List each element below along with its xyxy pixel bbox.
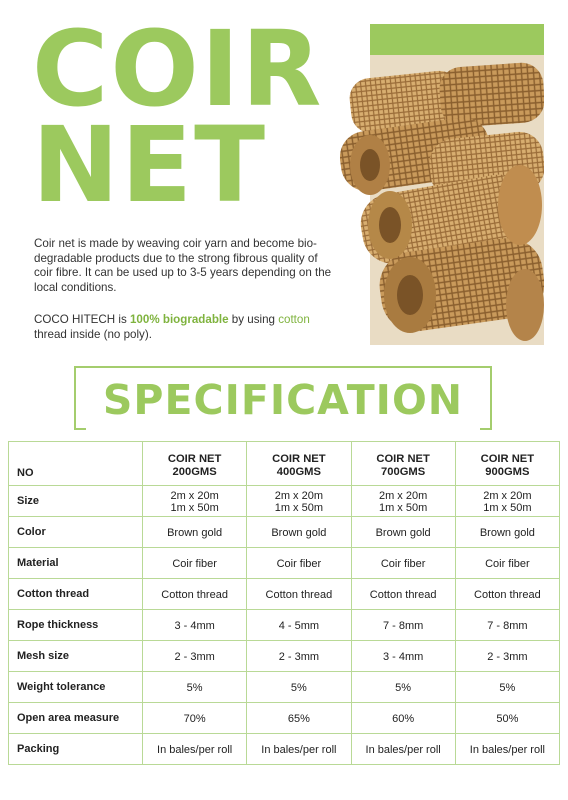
table-cell: In bales/per roll [247, 734, 351, 765]
cell-line: 1m x 50m [170, 502, 219, 514]
column-header-line-2: 700GMS [381, 465, 426, 478]
claim-text-2: by using [228, 313, 279, 326]
column-header-line-2: 400GMS [276, 465, 321, 478]
table-cell [351, 486, 455, 517]
table-cell: 2 - 3mm [143, 641, 247, 672]
hero-title-line-2: NET [32, 103, 268, 226]
cell-line: 1m x 50m [483, 502, 532, 514]
table-cell: 3 - 4mm [351, 641, 455, 672]
row-label-rope-thickness: Rope thickness [9, 610, 143, 641]
table-row-cotton-thread [9, 579, 560, 610]
row-label-weight-tolerance: Weight tolerance [9, 672, 143, 703]
table-cell: Brown gold [247, 517, 351, 548]
hero-title [32, 8, 324, 226]
hero-title-line-1: COIR [32, 8, 324, 130]
column-header-900gms [455, 442, 559, 486]
table-cell: Brown gold [455, 517, 559, 548]
table-row-material [9, 548, 560, 579]
table-cell: 60% [351, 703, 455, 734]
cell-line: 2m x 20m [483, 489, 532, 502]
column-header-no: NO [9, 442, 143, 486]
table-cell [247, 486, 351, 517]
table-row-weight-tolerance [9, 672, 560, 703]
table-cell: Brown gold [351, 517, 455, 548]
row-label-open-area-measure: Open area measure [9, 703, 143, 734]
table-cell: Cotton thread [455, 579, 559, 610]
column-header-line-2: 900GMS [485, 465, 530, 478]
coir-net-rolls-photo [340, 55, 544, 345]
biodegradable-claim [34, 313, 334, 342]
column-header-400gms [247, 442, 351, 486]
table-cell [143, 486, 247, 517]
row-label-material: Material [9, 548, 143, 579]
table-cell: 5% [143, 672, 247, 703]
table-cell: In bales/per roll [143, 734, 247, 765]
column-header-line-2: 200GMS [172, 465, 217, 478]
table-cell: 70% [143, 703, 247, 734]
table-row-color [9, 517, 560, 548]
table-cell: 7 - 8mm [455, 610, 559, 641]
table-cell: In bales/per roll [351, 734, 455, 765]
table-row-open-area-measure [9, 703, 560, 734]
specification-frame-gap [86, 426, 480, 434]
table-row-mesh-size [9, 641, 560, 672]
column-header-line-1: COIR NET [376, 453, 430, 465]
row-label-mesh-size: Mesh size [9, 641, 143, 672]
specification-heading: SPECIFICATION [102, 376, 464, 424]
table-cell: Brown gold [143, 517, 247, 548]
specification-table [8, 441, 560, 765]
table-cell: 4 - 5mm [247, 610, 351, 641]
table-cell: Coir fiber [247, 548, 351, 579]
column-header-700gms [351, 442, 455, 486]
column-header-line-1: COIR NET [480, 453, 535, 465]
table-cell: Cotton thread [351, 579, 455, 610]
table-cell: Cotton thread [143, 579, 247, 610]
table-cell: 5% [351, 672, 455, 703]
cell-line: 2m x 20m [274, 489, 324, 502]
table-row-size [9, 486, 560, 517]
cell-line: 2m x 20m [170, 489, 219, 502]
claim-text-1: COCO HITECH is [34, 313, 130, 326]
intro-paragraph: Coir net is made by weaving coir yarn and become bio-degradable products due to the strong fibrous quality of coir fibre. It can be used up to 3-5 years depending on the local conditions. [34, 237, 332, 294]
table-cell: In bales/per roll [455, 734, 559, 765]
table-row-packing [9, 734, 560, 765]
row-label-packing: Packing [9, 734, 143, 765]
cell-line: 1m x 50m [378, 502, 428, 514]
claim-text-3: thread inside (no poly). [34, 327, 152, 341]
table-header-row [9, 442, 560, 486]
table-cell: Coir fiber [351, 548, 455, 579]
claim-highlight-cotton: cotton [278, 313, 310, 326]
column-header-line-1: COIR NET [167, 453, 222, 465]
table-cell [455, 486, 559, 517]
table-cell: Coir fiber [455, 548, 559, 579]
column-header-200gms [143, 442, 247, 486]
claim-highlight-biodegradable: 100% biogradable [129, 313, 229, 326]
table-row-rope-thickness [9, 610, 560, 641]
table-cell: Coir fiber [143, 548, 247, 579]
table-cell: Cotton thread [247, 579, 351, 610]
row-label-color: Color [9, 517, 143, 548]
row-label-size: Size [9, 486, 143, 517]
table-cell: 2 - 3mm [455, 641, 559, 672]
table-cell: 50% [455, 703, 559, 734]
cell-line: 2m x 20m [378, 489, 428, 502]
table-cell: 65% [247, 703, 351, 734]
table-cell: 5% [455, 672, 559, 703]
table-cell: 2 - 3mm [247, 641, 351, 672]
table-cell: 5% [247, 672, 351, 703]
column-header-line-1: COIR NET [272, 453, 326, 465]
row-label-cotton-thread: Cotton thread [9, 579, 143, 610]
table-cell: 7 - 8mm [351, 610, 455, 641]
table-cell: 3 - 4mm [143, 610, 247, 641]
cell-line: 1m x 50m [274, 502, 324, 514]
